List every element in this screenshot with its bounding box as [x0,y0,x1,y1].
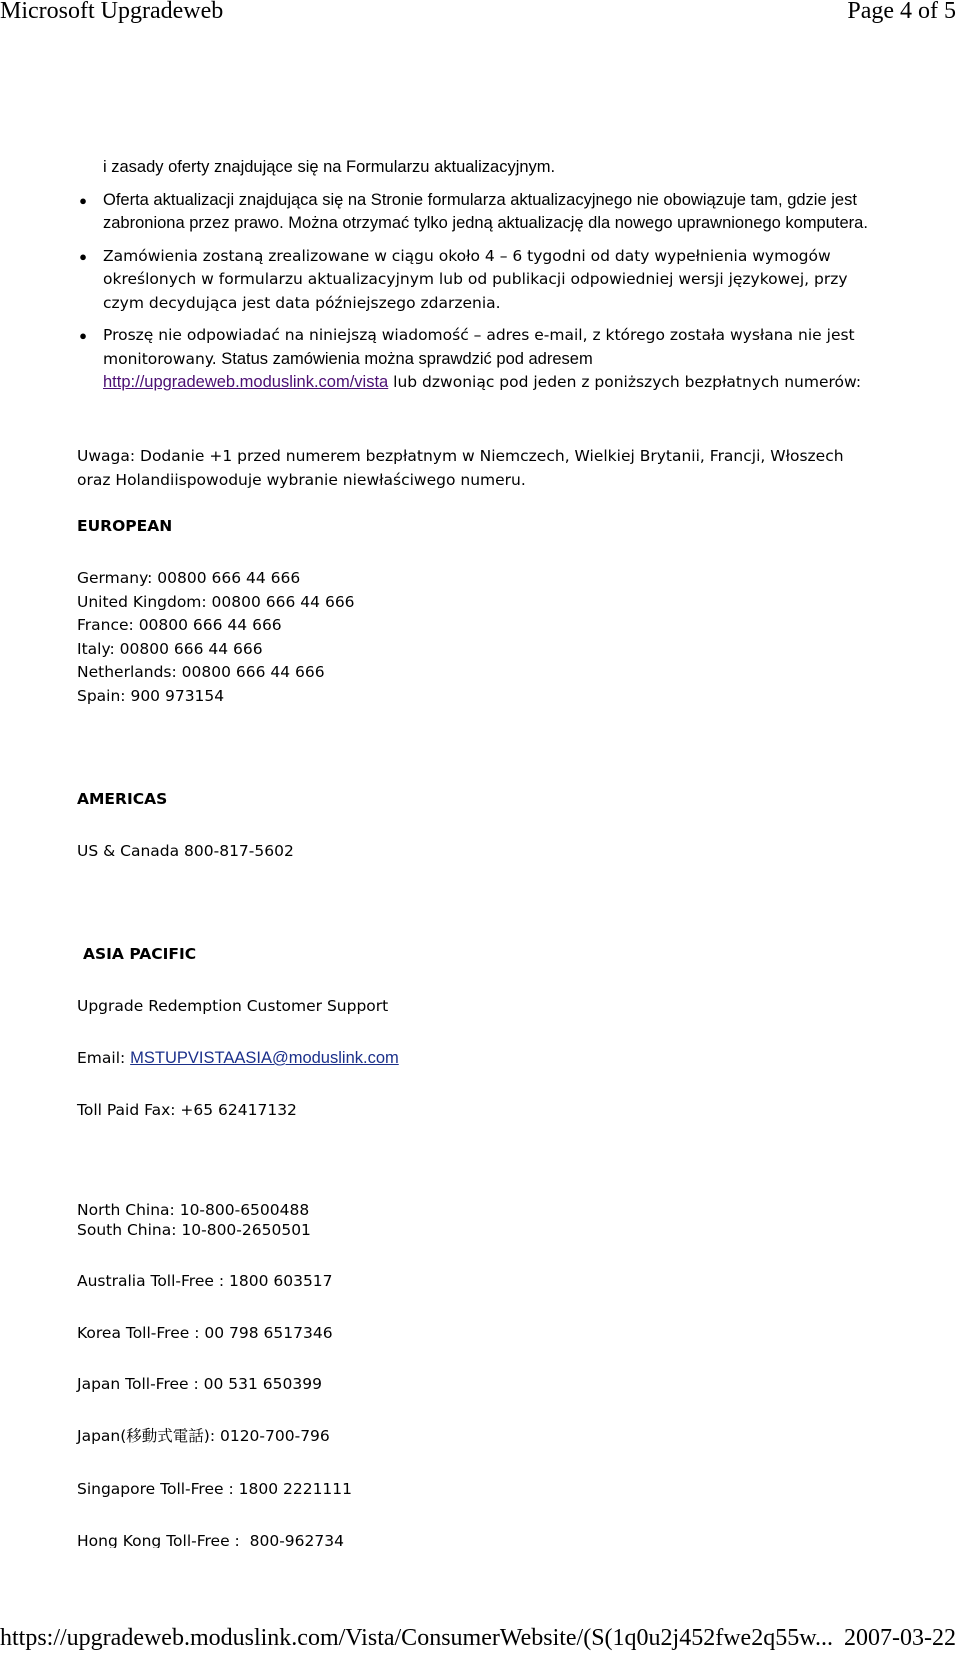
hongkong-phone: Hong Kong Toll-Free : 800-962734 [77,1532,344,1548]
page-number: Page 4 of 5 [847,0,956,24]
japan-phone: Japan Toll-Free : 00 531 650399 [77,1375,322,1393]
page-footer-url: https://upgradeweb.moduslink.com/Vista/ConsumerWebsite/(S(1q0u2j452fwe2q55w... [0,1625,833,1651]
terms-list [77,156,877,404]
phone-line: Netherlands: 00800 666 44 666 [77,663,325,681]
phone-line: Germany: 00800 666 44 666 [77,569,301,587]
phone-line: Spain: 900 973154 [77,686,225,705]
list-item-continuation: i zasady oferty znajdujące się na Formularzu aktualizacyjnym. [103,158,556,176]
phone-line: Italy: 00800 666 44 666 [77,639,263,658]
korea-phone: Korea Toll-Free : 00 798 6517346 [77,1324,333,1342]
order-status-link[interactable]: http://upgradeweb.moduslink.com/vista [103,373,389,391]
list-item: ● Proszę nie odpowiadać na niniejszą wiadomość – adres e-mail, z którego została wysłana nie jest monitorowany. Status zamówienia można sprawdzić pod adresem http://upgradeweb.moduslink.com/vista lub dzwoniąc pod jeden z poniższych bezpłatnych numerów: [77,324,877,395]
email-link[interactable]: MSTUPVISTAASIA@moduslink.com [130,1049,399,1067]
phone-line: United Kingdom: 00800 666 44 666 [77,592,355,611]
asia-support-title: Upgrade Redemption Customer Support [77,997,389,1015]
japan-mobile-phone: Japan(移動式電話): 0120-700-796 [77,1427,330,1445]
asia-fax: Toll Paid Fax: +65 62417132 [77,1101,297,1119]
phone-line: France: 00800 666 44 666 [77,616,282,634]
page-header-title: Microsoft Upgradeweb [0,0,224,24]
bullet-icon: ● [79,248,87,264]
european-heading: EUROPEAN [77,517,173,535]
americas-heading: AMERICAS [77,790,168,808]
phone-line: South China: 10-800-2650501 [77,1221,311,1239]
asia-heading: ASIA PACIFIC [83,945,197,963]
european-phone-list [77,567,355,708]
list-item: ● Zamówienia zostaną zrealizowane w ciągu około 4 – 6 tygodni od daty wypełnienia wymogów określonych w formularzu aktualizacyjnym lub od publikacji odpowiedniej wersji językowej, przy czym decydująca jest data późniejszego zdarzenia. [77,245,877,316]
note-paragraph: Uwaga: Dodanie +1 przed numerem bezpłatnym w Niemczech, Wielkiej Brytanii, Francji, Włoszech oraz Holandiispowoduje wybranie niewłaściwego numeru. [77,447,844,489]
australia-phone: Australia Toll-Free : 1800 603517 [77,1272,333,1290]
bullet-icon: ● [79,192,87,208]
americas-phone: US & Canada 800-817-5602 [77,842,294,860]
page-footer-date: 2007-03-22 [844,1625,956,1651]
china-phones [77,1200,311,1240]
phone-line: North China: 10-800-6500488 [77,1201,310,1219]
bullet-icon: ● [79,328,87,343]
singapore-phone: Singapore Toll-Free : 1800 2221111 [77,1480,353,1498]
list-item: ● Oferta aktualizacji znajdująca się na Stronie formularza aktualizacyjnego nie obowiązuje tam, gdzie jest zabroniona przez prawo. Można otrzymać tylko jedną aktualizację dla nowego uprawnionego komputera. [77,189,877,236]
asia-email-line: Email: MSTUPVISTAASIA@moduslink.com [77,1049,399,1067]
